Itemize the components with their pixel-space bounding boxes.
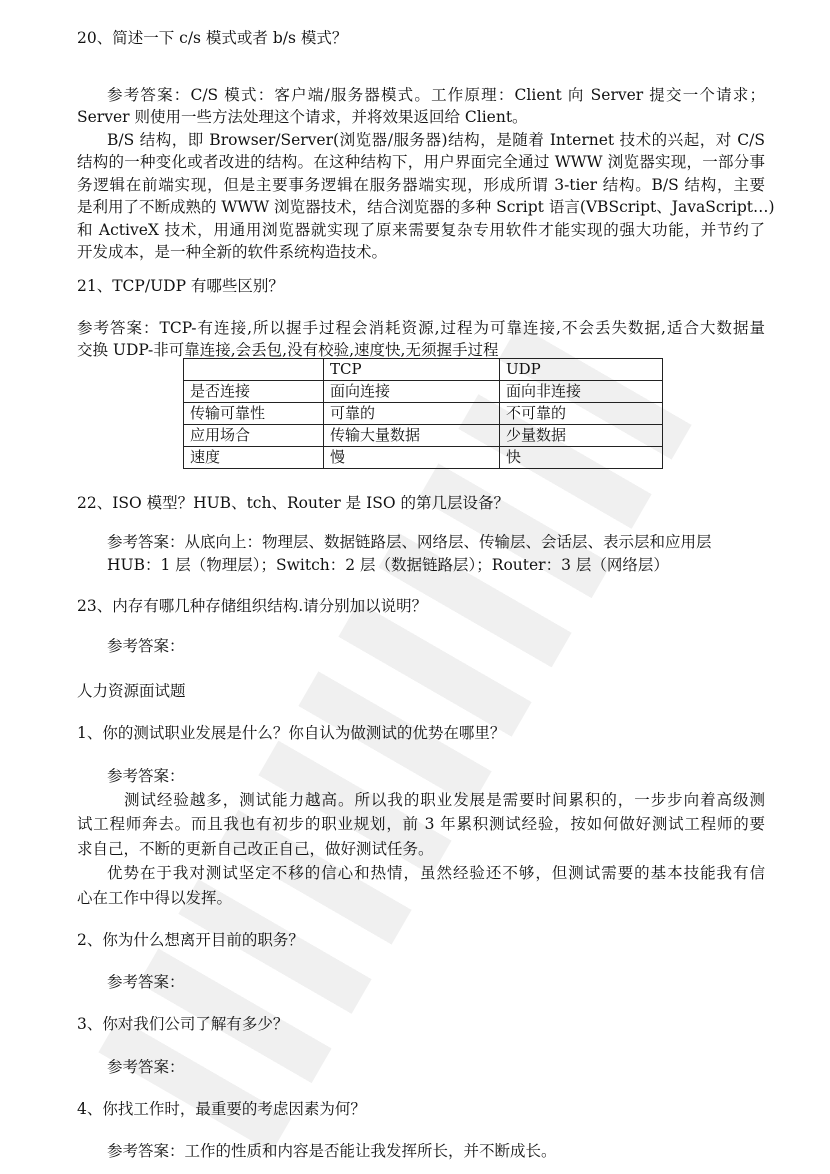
table-cell: 快 (500, 447, 663, 469)
table-cell: 慢 (324, 447, 500, 469)
question-22-answer-line: HUB：1 层（物理层）；Switch：2 层（数据链路层）；Router：3 层（网络层） (107, 556, 669, 574)
hr-question-4-title: 4、你找工作时，最重要的考虑因素为何？ (77, 1100, 366, 1118)
question-20-answer-line: 参考答案：C/S 模式：客户端/服务器模式。工作原理：Client 向 Server 提交一个请求； (107, 86, 765, 104)
table-header-row (184, 359, 663, 381)
hr-question-1-answer-line: 优势在于我对测试坚定不移的信心和热情，虽然经验还不够，但测试需要的基本技能我有信 (107, 864, 765, 882)
table-cell: 少量数据 (500, 425, 663, 447)
question-21-title: 21、TCP/UDP 有哪些区别？ (77, 277, 284, 295)
question-20-answer-line: 是利用了不断成熟的 WWW 浏览器技术，结合浏览器的多种 Script 语言(VBScript、JavaScript…) (77, 198, 775, 216)
section-title: 人力资源面试题 (77, 682, 186, 700)
tcp-udp-comparison-table (183, 358, 663, 469)
question-21-answer-line: 参考答案：TCP-有连接,所以握手过程会消耗资源,过程为可靠连接,不会丢失数据,适合大数据量 (77, 319, 765, 337)
hr-question-1-answer-line: 试工程师奔去。而且我也有初步的职业规划，前 3 年累积测试经验，按如何做好测试工程师的要 (77, 815, 765, 833)
question-20-answer-line: 结构的一种变化或者改进的结构。在这种结构下，用户界面完全通过 WWW 浏览器实现，一部分事 (77, 153, 765, 171)
question-20-answer-line: 务逻辑在前端实现，但是主要事务逻辑在服务器端实现，形成所谓 3-tier 结构。B/S 结构，主要 (77, 176, 765, 194)
question-20-answer-line: Server 则使用一些方法处理这个请求，并将效果返回给 Client。 (77, 108, 528, 126)
question-22-title: 22、ISO 模型？HUB、tch、Router 是 ISO 的第几层设备？ (77, 494, 509, 512)
table-header-cell (184, 359, 324, 381)
question-22-answer-line: 参考答案：从底向上：物理层、数据链路层、网络层、传输层、会话层、表示层和应用层 (107, 533, 712, 551)
table-cell: 可靠的 (324, 403, 500, 425)
question-23-title: 23、内存有哪几种存储组织结构.请分别加以说明？ (77, 597, 428, 615)
table-cell: 面向连接 (324, 381, 500, 403)
question-20-answer-line: 和 ActiveX 技术，用通用浏览器就实现了原来需要复杂专用软件才能实现的强大功能，并节约了 (77, 221, 765, 239)
hr-question-1-answer-line: 求自己，不断的更新自己改正自己，做好测试任务。 (77, 840, 434, 858)
table-row (184, 425, 663, 447)
table-row (184, 381, 663, 403)
question-20-title: 20、简述一下 c/s 模式或者 b/s 模式？ (77, 29, 348, 47)
hr-question-3-title: 3、你对我们公司了解有多少？ (77, 1015, 289, 1033)
hr-question-4-answer: 参考答案：工作的性质和内容是否能让我发挥所长，并不断成长。 (107, 1142, 557, 1160)
hr-question-1-answer-label: 参考答案： (107, 767, 185, 785)
question-20-answer-line: B/S 结构，即 Browser/Server(浏览器/服务器)结构，是随着 Internet 技术的兴起，对 C/S (107, 131, 765, 149)
table-cell: 传输大量数据 (324, 425, 500, 447)
table-header-cell: TCP (324, 359, 500, 381)
table-cell: 应用场合 (184, 425, 324, 447)
table-cell: 不可靠的 (500, 403, 663, 425)
hr-question-2-answer: 参考答案： (107, 973, 185, 991)
hr-question-1-title: 1、你的测试职业发展是什么？你自认为做测试的优势在哪里？ (77, 724, 506, 742)
hr-question-2-title: 2、你为什么想离开目前的职务？ (77, 931, 304, 949)
table-cell: 面向非连接 (500, 381, 663, 403)
table-row (184, 403, 663, 425)
hr-question-1-answer-line: 心在工作中得以发挥。 (77, 889, 233, 907)
table-header-cell: UDP (500, 359, 663, 381)
hr-question-3-answer: 参考答案： (107, 1058, 185, 1076)
hr-question-1-answer-line: 测试经验越多，测试能力越高。所以我的职业发展是需要时间累积的，一步步向着高级测 (124, 791, 765, 809)
table-cell: 传输可靠性 (184, 403, 324, 425)
question-23-answer: 参考答案： (107, 637, 185, 655)
table-cell: 速度 (184, 447, 324, 469)
table-row (184, 447, 663, 469)
table-cell: 是否连接 (184, 381, 324, 403)
question-20-answer-last-line: 开发成本，是一种全新的软件系统构造技术。 (77, 243, 388, 261)
question-21-answer-line: 交换 UDP-非可靠连接,会丢包,没有校验,速度快,无须握手过程 (77, 341, 499, 359)
